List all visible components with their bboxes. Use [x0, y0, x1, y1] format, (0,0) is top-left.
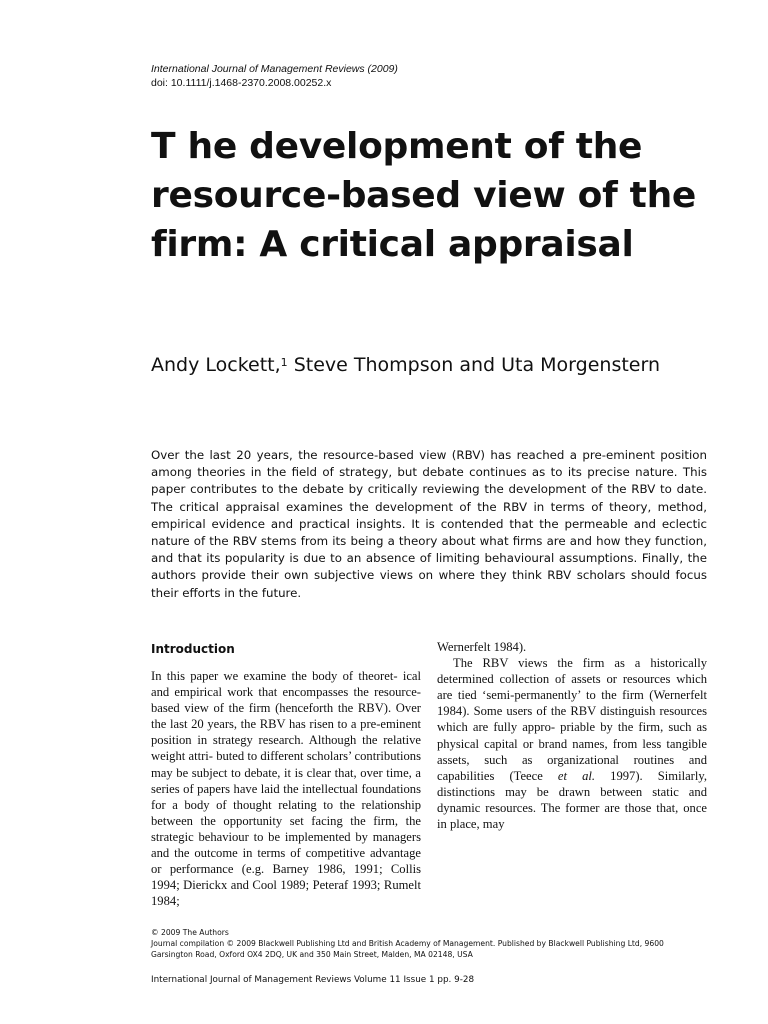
abstract: Over the last 20 years, the resource-based view (RBV) has reached a pre-eminent position among theories in the field of strategy, but debate continues as to its precise nature. This paper contributes to the debate by critically reviewing the development of the RBV to date. The critical appraisal examines the development of the RBV in terms of theory, method, empirical evidence and practical insights. It is contended that the permeable and eclectic nature of the RBV stems from its being a theory about what firms are and how they function, and that its popularity is due to an absence of limiting behavioural assumptions. Finally, the authors provide their own subjective views on where they think RBV scholars should focus their efforts in the future.	[151, 448, 707, 600]
author-first: Andy Lockett,	[151, 354, 281, 376]
paragraph-text-before: The RBV views the firm as a historically determined collection of assets or resources which are tied ‘semi-permanently’ to the firm (Wernerfelt 1984). Some users of the RBV distinguish resources which are fully appro- priable by the firm, such as physical capital or brand names, from less tangible assets, such as organizational routines and capabilities (Teece	[437, 656, 707, 783]
introduction-heading: Introduction	[151, 642, 235, 656]
journal-issue-footer: International Journal of Management Reviews Volume 11 Issue 1 pp. 9-28	[151, 975, 475, 985]
introduction-right-column	[437, 639, 707, 832]
article-title: T he development of the resource-based view of the firm: A critical appraisal	[151, 126, 697, 265]
introduction-left-column: In this paper we examine the body of theoret- ical and empirical work that encompasses the resource-based view of the firm (henceforth the RBV). Over the last 20 years, the RBV has risen to a pre-eminent position in strategy research. Although the relative weight attri- buted to different scholars’ contributions may be subject to debate, it is clear that, over time, a series of papers have laid the intellectual foundations for a body of thought relating to the relationship between the opportunity set facing the firm, the strategic behaviour to be implemented by managers and the outcome in terms of competitive advantage or performance (e.g. Barney 1986, 1991; Collis 1994; Dierickx and Cool 1989; Peteraf 1993; Rumelt 1984;	[151, 669, 421, 909]
author-rest: Steve Thompson and Uta Morgenstern	[287, 354, 660, 376]
compilation-line-2: Garsington Road, Oxford OX4 2DQ, UK and 350 Main Street, Malden, MA 02148, USA	[151, 950, 473, 959]
author-footnote-mark: 1	[280, 356, 288, 369]
authors	[151, 352, 671, 378]
compilation-line-1: Journal compilation © 2009 Blackwell Publishing Ltd and British Academy of Management. Published by Blackwell Publishing Ltd, 9600	[151, 939, 664, 948]
paragraph-text-after: 1997). Similarly, distinctions may be drawn between static and dynamic resources. The former are those that, once in place, may	[437, 768, 707, 832]
footer-notice	[151, 927, 711, 960]
et-al-italic: et al.	[557, 768, 596, 783]
right-column-first-line: Wernerfelt 1984).	[437, 640, 527, 654]
doi: doi: 10.1111/j.1468-2370.2008.00252.x	[151, 77, 332, 89]
right-column-paragraph	[437, 655, 707, 832]
copyright-line: © 2009 The Authors	[151, 928, 229, 937]
journal-name: International Journal of Management Reviews (2009)	[151, 63, 398, 75]
